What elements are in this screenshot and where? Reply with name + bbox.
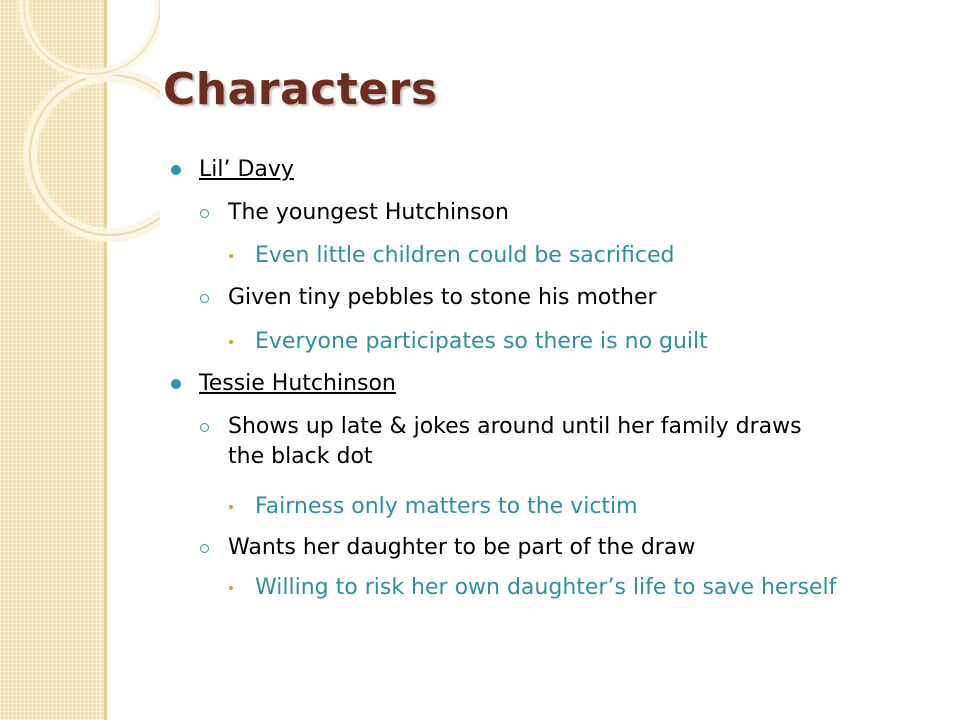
list-item-text: Fairness only matters to the victim xyxy=(255,494,638,519)
bullet-level2-marker xyxy=(200,209,209,218)
bullet-level1-marker xyxy=(171,379,181,389)
list-item xyxy=(228,412,828,472)
list-item xyxy=(199,369,799,399)
slide-title: Characters xyxy=(163,64,438,115)
bullet-level3-marker xyxy=(229,586,233,590)
list-item-text: Wants her daughter to be part of the draw xyxy=(228,535,696,560)
list-item-text: Shows up late & jokes around until her family draws the black dot xyxy=(228,414,802,469)
list-item-text: Even little children could be sacrificed xyxy=(255,243,675,268)
list-item xyxy=(228,198,828,228)
bullet-level3-marker xyxy=(229,254,233,258)
list-item xyxy=(255,492,855,522)
list-item-text: Tessie Hutchinson xyxy=(199,371,396,396)
list-item-text: Willing to risk her own daughter’s life to save herself xyxy=(255,575,837,600)
list-item xyxy=(255,241,855,271)
list-item-text: Lil’ Davy xyxy=(199,157,294,182)
list-item xyxy=(199,155,799,185)
bullet-level1-marker xyxy=(171,165,181,175)
list-item-text: Everyone participates so there is no guilt xyxy=(255,329,708,354)
bullet-level2-marker xyxy=(200,423,209,432)
bullet-level3-marker xyxy=(229,505,233,509)
list-item xyxy=(228,533,828,563)
list-item-text: The youngest Hutchinson xyxy=(228,200,509,225)
list-item xyxy=(255,327,855,357)
bullet-level3-marker xyxy=(229,340,233,344)
bullet-level2-marker xyxy=(200,544,209,553)
bullet-level2-marker xyxy=(200,294,209,303)
list-item-text: Given tiny pebbles to stone his mother xyxy=(228,285,657,310)
list-item xyxy=(255,573,855,603)
list-item xyxy=(228,283,828,313)
